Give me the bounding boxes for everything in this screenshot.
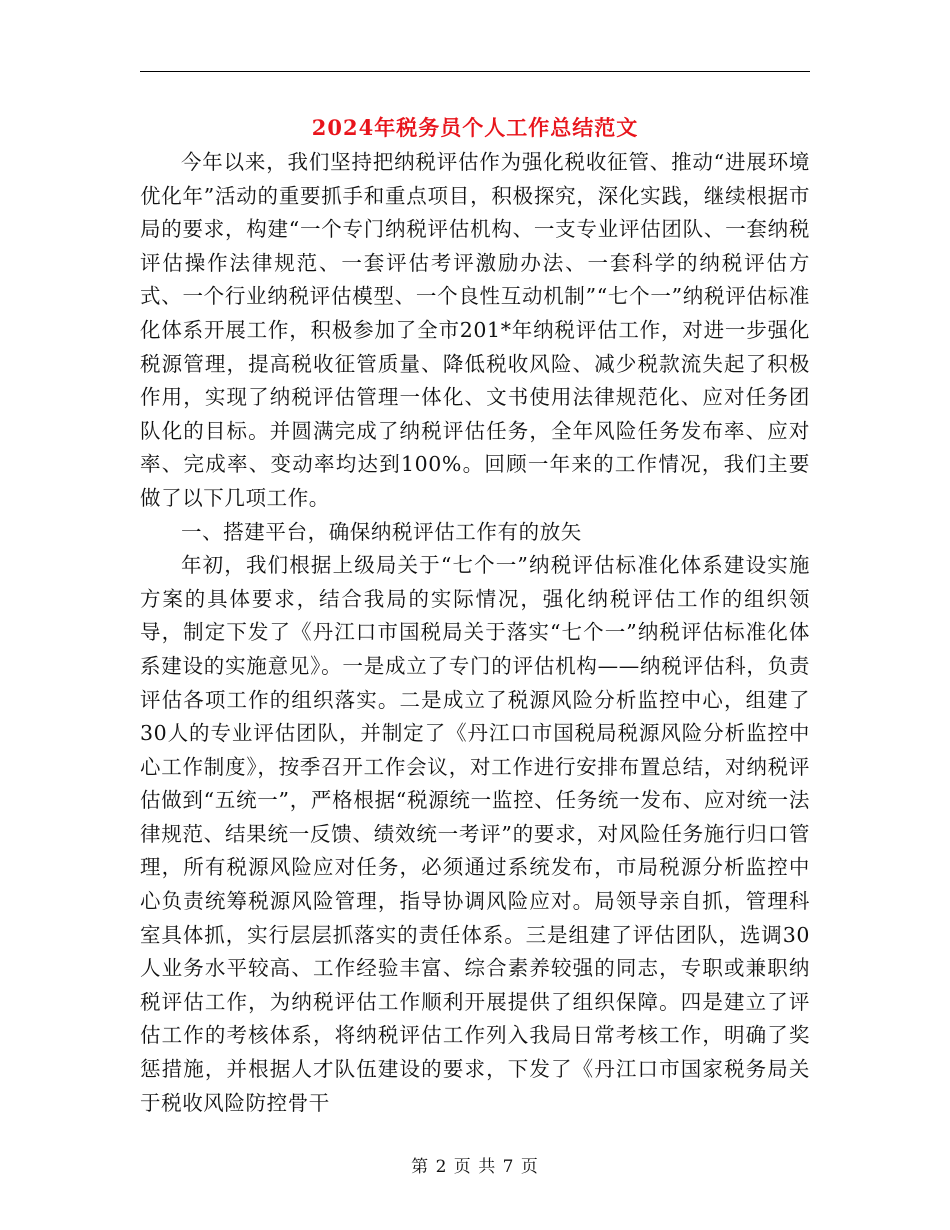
section-heading-1: 一、搭建平台，确保纳税评估工作有的放矢 <box>181 519 582 544</box>
page-number-footer: 第 2 页 共 7 页 <box>411 1157 539 1177</box>
document-body <box>140 146 810 1120</box>
document-title: 2024年税务员个人工作总结范文 <box>311 115 639 140</box>
paragraph-intro: 今年以来，我们坚持把纳税评估作为强化税收征管、推动“进展环境优化年”活动的重要抓手和重点项目，积极探究，深化实践，继续根据市局的要求，构建“一个专门纳税评估机构、一支专业评估团队、一套纳税评估操作法律规范、一套评估考评激励办法、一套科学的纳税评估方式、一个行业纳税评估模型、一个良性互动机制”“七个一”纳税评估标准化体系开展工作，积极参加了全市201*年纳税评估工作，对进一步强化税源管理，提高税收征管质量、降低税收风险、减少税款流失起了积极作用，实现了纳税评估管理一体化、文书使用法律规范化、应对任务团队化的目标。并圆满完成了纳税评估任务，全年风险任务发布率、应对率、完成率、变动率均达到100%。回顾一年来的工作情况，我们主要做了以下几项工作。 <box>140 150 810 510</box>
paragraph-section-1: 年初，我们根据上级局关于“七个一”纳税评估标准化体系建设实施方案的具体要求，结合我局的实际情况，强化纳税评估工作的组织领导，制定下发了《丹江口市国税局关于落实“七个一”纳税评估标准化体系建设的实施意见》。一是成立了专门的评估机构——纳税评估科，负责评估各项工作的组织落实。二是成立了税源风险分析监控中心，组建了30人的专业评估团队，并制定了《丹江口市国税局税源风险分析监控中心工作制度》，按季召开工作会议，对工作进行安排布置总结，对纳税评估做到“五统一”，严格根据“税源统一监控、任务统一发布、应对统一法律规范、结果统一反馈、绩效统一考评”的要求，对风险任务施行归口管理，所有税源风险应对任务，必须通过系统发布，市局税源分析监控中心负责统筹税源风险管理，指导协调风险应对。局领导亲自抓，管理科室具体抓，实行层层抓落实的责任体系。三是组建了评估团队，选调30人业务水平较高、工作经验丰富、综合素养较强的同志，专职或兼职纳税评估工作，为纳税评估工作顺利开展提供了组织保障。四是建立了评估工作的考核体系，将纳税评估工作列入我局日常考核工作，明确了奖惩措施，并根据人才队伍建设的要求，下发了《丹江口市国家税务局关于税收风险防控骨干 <box>140 553 810 1115</box>
header-rule <box>140 71 810 72</box>
